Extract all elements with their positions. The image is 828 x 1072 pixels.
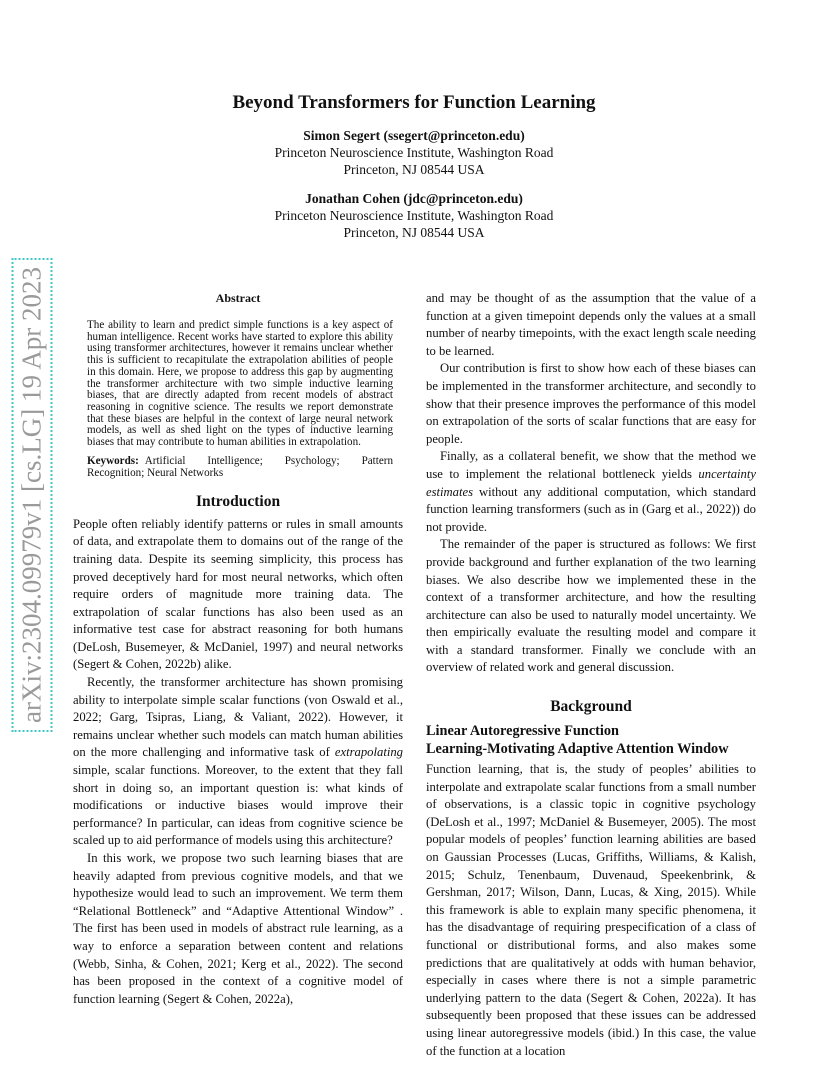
background-heading: Background	[550, 698, 632, 716]
body-paragraph-2: Our contribution is first to show how each of these biases can be implemented in the transformer architecture, and secondly to show that their presence improves the performance of this model on extrapolation of the sorts of scalar functions that are easy for people.	[426, 361, 756, 446]
author-name: Jonathan Cohen (jdc@princeton.edu)	[305, 191, 523, 206]
abstract-text: The ability to learn and predict simple functions is a key aspect of human intelligence. Recent works have started to explore this ability using transformer architectures, however it remains unclear whether this is sufficient to recapitulate the extrapolation abilities of people in this domain. Here, we propose to address this gap by augmenting the transformer architecture with two simple inductive learning biases, that are directly adapted from recent models of abstract reasoning in cognitive science. The results we report demonstrate that these biases are helpful in the context of large neural network models, as well as shed light on the types of inductive learning biases that may contribute to human abilities in extrapolation.	[87, 319, 393, 449]
author-address: Princeton, NJ 08544 USA	[343, 225, 485, 240]
background-subheading: Linear Autoregressive Function Learning-Motivating Adaptive Attention Window	[426, 723, 729, 758]
keywords-label: Keywords:	[87, 454, 139, 467]
author-address: Princeton, NJ 08544 USA	[343, 162, 485, 177]
background-paragraph-1: Function learning, that is, the study of peoples’ abilities to interpolate and extrapolate scalar functions from a small number of observations, is a classic topic in cognitive psychology (DeLosh et al., 1997; McDaniel & Busemeyer, 2005). The most popular models of peoples’ function learning abilities are based on Gaussian Processes (Lucas, Griffiths, Williams, & Kalish, 2015; Schulz, Tenenbaum, Duvenaud, Speekenbrink, & Gershman, 2017; Wilson, Dann, Lucas, & Xing, 2015). While this framework is able to explain many specific phenomena, it has the disadvantage of requiring prespecification of a class of functional or distributional forms, and also makes some predictions that are qualitatively at odds with human behavior, especially in cases where there is not a simple parametric underlying pattern to the data (Segert & Cohen, 2022a). It has subsequently been proposed that these issues can be addressed using linear autoregressive models (ibid.) In this case, the value of the function at a location	[426, 762, 756, 1058]
arxiv-identifier: arXiv:2304.09979v1 [cs.LG] 19 Apr 2023	[17, 263, 48, 727]
intro-paragraph-2: Recently, the transformer architecture has shown promising ability to interpolate simple scalar functions (von Oswald et al., 2022; Garg, Tsipras, Liang, & Valiant, 2022). However, it remains unclear whether such models can match human abilities on the more challenging and informative task of extrapolating simple, scalar functions. Moreover, to the extent that they fall short in doing so, an important question is: what kinds of modifications or inductive biases would improve their performance? In particular, can ideas from cognitive science be scaled up to aid performance of models using this architecture?	[73, 675, 403, 848]
paper-title: Beyond Transformers for Function Learning	[232, 92, 596, 113]
body-paragraph-4: The remainder of the paper is structured as follows: We first provide background and further explanation of the two learning biases. We also describe how we implemented these in the context of a transformer architecture, and how the resulting architecture can also be used to naturally model uncertainty. We then empirically evaluate the resulting model and compare it with a standard transformer. Finally we conclude with an overview of related work and general discussion.	[426, 537, 756, 675]
intro-paragraph-3: In this work, we propose two such learning biases that are heavily adapted from previous cognitive models, and that we hypothesize would lead to such an improvement. We term them “Relational Bottleneck” and “Adaptive Attentional Window” . The first has been used in models of abstract rule learning, as a way to enforce a separation between content and relations (Webb, Sinha, & Cohen, 2021; Kerg et al., 2022). The second has been proposed in the context of a cognitive model of function learning (Segert & Cohen, 2022a),	[73, 851, 403, 1006]
author-name: Simon Segert (ssegert@princeton.edu)	[303, 128, 525, 143]
keywords	[73, 455, 403, 480]
keywords-list: Artificial Intelligence; Psychology; Pattern Recognition; Neural Networks	[87, 454, 393, 480]
author-affiliation: Princeton Neuroscience Institute, Washington Road	[274, 208, 554, 223]
body-paragraph-3: Finally, as a collateral benefit, we show that the method we use to implement the relational bottleneck yields uncertainty estimates without any additional computation, which standard function learning transformers (such as in (Garg et al., 2022)) do not provide.	[426, 449, 756, 534]
arxiv-sidebar	[12, 250, 52, 740]
intro-paragraph-1: People often reliably identify patterns or rules in small amounts of data, and extrapolate them to domains out of the range of the training data. Despite its seeming simplicity, this process has proved deceptively hard for most neural networks, which often require orders of magnitude more training data. The extrapolation of scalar functions has also been used as an informative test case for abstract reasoning for both humans (DeLosh, Busemeyer, & McDaniel, 1997) and neural networks (Segert & Cohen, 2022b) alike.	[73, 516, 403, 672]
author-block-1	[0, 127, 828, 178]
left-column	[73, 291, 403, 1008]
introduction-heading: Introduction	[195, 492, 281, 510]
abstract-heading: Abstract	[215, 291, 261, 305]
right-column	[426, 290, 756, 1060]
author-block-2	[0, 190, 828, 241]
author-affiliation: Princeton Neuroscience Institute, Washington Road	[274, 145, 554, 160]
body-paragraph-1: and may be thought of as the assumption that the value of a function at a given timepoint depends only the values at a small number of nearby timepoints, with the exact length scale needing to be learned.	[426, 291, 756, 358]
